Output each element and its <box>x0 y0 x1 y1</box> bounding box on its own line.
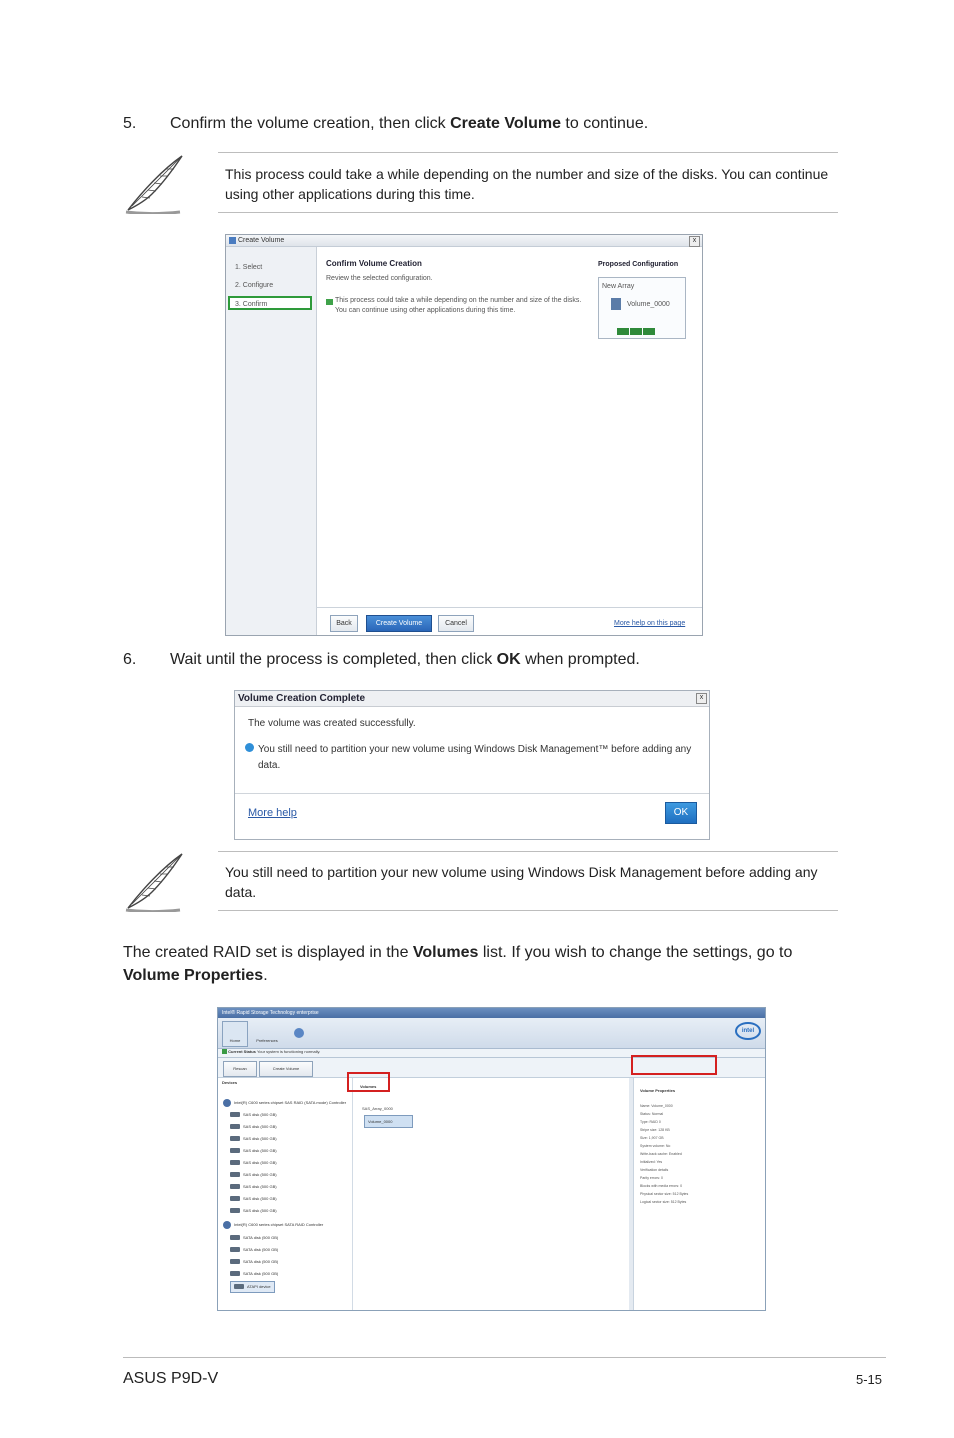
prop-row: Type: RAID 0 <box>640 1120 661 1124</box>
raid-set-paragraph <box>123 941 843 987</box>
note-2-bottom-rule <box>218 910 838 911</box>
prop-row: Parity errors: 0 <box>640 1176 663 1180</box>
devices-label: Devices <box>222 1080 238 1085</box>
back-button[interactable]: Back <box>330 615 358 632</box>
disk-icon <box>230 1112 240 1117</box>
info-icon <box>326 299 333 305</box>
nav-item-configure[interactable]: 2. Configure <box>235 282 274 289</box>
tree-disk[interactable] <box>230 1233 278 1243</box>
ok-button[interactable]: OK <box>665 802 697 824</box>
pane-divider-1 <box>352 1078 353 1310</box>
para-post: . <box>263 967 268 984</box>
pane-divider-2 <box>633 1078 634 1310</box>
step-6-text <box>170 651 640 669</box>
prop-row: Initialized: Yes <box>640 1160 663 1164</box>
disk-icon <box>230 1208 240 1213</box>
proposed-config-title: Proposed Configuration <box>598 261 679 268</box>
confirm-subheading: Review the selected configuration. <box>326 275 433 282</box>
disk-icon <box>230 1172 240 1177</box>
disk-icon <box>230 1259 240 1264</box>
tree-disk[interactable] <box>230 1170 277 1180</box>
disk-icon <box>230 1247 240 1252</box>
info-icon <box>245 743 254 752</box>
success-message: The volume was created successfully. <box>248 718 416 729</box>
confirm-heading: Confirm Volume Creation <box>326 259 422 268</box>
step-5-bold: Create Volume <box>450 115 561 132</box>
feather-note-icon <box>122 152 186 214</box>
disk-icons <box>617 322 657 330</box>
prop-row: Write-back cache: Enabled <box>640 1152 682 1156</box>
help-icon[interactable] <box>294 1028 304 1038</box>
prop-row: Stripe size: 128 KB <box>640 1128 670 1132</box>
disk-icon <box>230 1124 240 1129</box>
prop-row: Logical sector size: 512 Bytes <box>640 1200 687 1204</box>
more-help-link[interactable]: More help on this page <box>614 620 686 627</box>
step-5-pre: Confirm the volume creation, then click <box>170 115 451 132</box>
array-name: SAS_Array_0000 <box>362 1106 393 1111</box>
atapi-label: ATAPI device <box>247 1284 271 1289</box>
para-mid: list. If you wish to change the settings, go to <box>478 944 793 961</box>
confirm-info-text: This process could take a while depending on the number and size of the disks. You can continue using other applications during this time. <box>335 297 582 314</box>
preferences-button[interactable]: Preferences <box>256 1038 278 1043</box>
disk-icon <box>230 1271 240 1276</box>
rst-app-title: Intel® Rapid Storage Technology enterprise <box>218 1008 765 1018</box>
dialog2-divider <box>235 793 709 794</box>
wizard-nav <box>226 247 317 635</box>
tree-disk[interactable] <box>230 1182 277 1192</box>
disk-icon <box>230 1184 240 1189</box>
step-6-bold: OK <box>496 651 521 668</box>
volume-item[interactable]: Volume_0000 <box>364 1115 413 1128</box>
step-5-text <box>170 115 648 133</box>
tree-disk[interactable] <box>230 1269 278 1279</box>
volume-label: Volume_0000 <box>627 301 670 308</box>
tree-disk[interactable] <box>230 1134 277 1144</box>
status-text: Your system is functioning normally. <box>256 1049 321 1054</box>
tree-disk[interactable] <box>230 1206 277 1216</box>
step-6-post: when prompted. <box>520 651 640 668</box>
tree-disk[interactable] <box>230 1245 278 1255</box>
para-pre: The created RAID set is displayed in the <box>123 944 413 961</box>
more-help-link[interactable]: More help <box>248 807 297 819</box>
close-icon[interactable]: x <box>696 693 707 704</box>
step-6-number: 6. <box>123 651 137 668</box>
tree-controller-2[interactable] <box>223 1220 323 1230</box>
volume-properties-list <box>640 1102 756 1206</box>
create-volume-titlebar: Create Volume <box>226 235 702 247</box>
proposed-config-box <box>598 277 686 339</box>
controller-1-label: Intel(R) C600 series chipset SAS RAID (SATA mode) Controller <box>234 1100 347 1105</box>
note-2-text: You still need to partition your new volume using Windows Disk Management before adding any data. <box>225 864 818 900</box>
disk-label: SAS disk (500 GB) <box>243 1172 277 1177</box>
rst-app-window <box>217 1007 766 1311</box>
disk-label: SAS disk (500 GB) <box>243 1208 277 1213</box>
feather-note-icon <box>122 850 186 912</box>
tree-disk[interactable] <box>230 1122 277 1132</box>
tree-disk[interactable] <box>230 1194 277 1204</box>
cancel-button[interactable]: Cancel <box>438 615 474 632</box>
prop-row: Blocks with media errors: 0 <box>640 1184 683 1188</box>
rescan-button[interactable]: Rescan <box>223 1061 257 1077</box>
intel-logo: intel <box>735 1022 761 1040</box>
disk-label: SATA disk (500 GB) <box>243 1247 279 1252</box>
disk-icon <box>230 1136 240 1141</box>
tree-disk[interactable] <box>230 1257 278 1267</box>
disk-label: SAS disk (500 GB) <box>243 1196 277 1201</box>
status-bar <box>222 1049 320 1054</box>
volume-icon <box>611 298 621 310</box>
status-label: Current Status <box>228 1049 256 1054</box>
disk-label: SAS disk (500 GB) <box>243 1124 277 1129</box>
footer-page-number: 5-15 <box>856 1372 883 1387</box>
create-volume-button[interactable]: Create Volume <box>259 1061 313 1077</box>
prop-row: Name: Volume_0000 <box>640 1104 673 1108</box>
para-bold-volumes: Volumes <box>412 944 479 961</box>
array-label: New Array <box>602 283 635 290</box>
step-5-number: 5. <box>123 115 137 132</box>
disk-icon <box>230 1235 240 1240</box>
disk-label: SATA disk (500 GB) <box>243 1259 279 1264</box>
button-bar-divider <box>316 607 702 608</box>
tree-disk[interactable] <box>230 1146 277 1156</box>
nav-item-select[interactable]: 1. Select <box>235 264 263 271</box>
volumes-highlight-box <box>347 1072 390 1092</box>
rst-content <box>218 1077 765 1310</box>
volume-complete-title: Volume Creation Complete <box>235 691 709 707</box>
disk-icon <box>234 1284 244 1289</box>
step-6-pre: Wait until the process is completed, then click <box>170 651 497 668</box>
disk-label: SAS disk (500 GB) <box>243 1184 277 1189</box>
partition-info-text: You still need to partition your new volume using Windows Disk Management™ before adding any data. <box>258 744 692 771</box>
prop-row: Size: 1,907 GB <box>640 1136 664 1140</box>
tree-disk[interactable] <box>230 1110 277 1120</box>
step-5-post: to continue. <box>560 115 649 132</box>
disk-label: SAS disk (500 GB) <box>243 1160 277 1165</box>
disk-label: SATA disk (500 GB) <box>243 1271 279 1276</box>
note-1-bottom-rule <box>218 212 838 213</box>
volume-properties-highlight-box <box>631 1055 717 1075</box>
disk-icon <box>230 1148 240 1153</box>
disk-label: SAS disk (500 GB) <box>243 1148 277 1153</box>
tree-disk[interactable] <box>230 1158 277 1168</box>
footer-rule <box>123 1357 886 1358</box>
volume-complete-dialog <box>234 690 710 840</box>
controller-2-label: Intel(R) C600 series chipset SATA RAID Controller <box>234 1222 324 1227</box>
home-button[interactable]: Home <box>222 1021 248 1047</box>
prop-row: Verification details <box>640 1168 669 1172</box>
close-icon[interactable]: x <box>689 236 700 247</box>
disk-icon <box>230 1196 240 1201</box>
para-bold-volume-properties: Volume Properties <box>123 967 264 984</box>
nav-item-confirm[interactable]: 3. Confirm <box>228 296 312 310</box>
disk-label: SAS disk (500 GB) <box>243 1136 277 1141</box>
disk-label: SATA disk (500 GB) <box>243 1235 279 1240</box>
footer-product: ASUS P9D-V <box>123 1370 219 1387</box>
volumes-label: Volumes <box>360 1084 377 1089</box>
app-icon <box>229 237 236 244</box>
volume-properties-title: Volume Properties <box>640 1088 676 1093</box>
create-volume-button[interactable]: Create Volume <box>366 615 432 632</box>
rst-toolbar <box>218 1018 765 1049</box>
tree-controller-1[interactable] <box>223 1098 346 1108</box>
prop-row: System volume: No <box>640 1144 671 1148</box>
prop-row: Physical sector size: 512 Bytes <box>640 1192 689 1196</box>
prop-row: Status: Normal <box>640 1112 664 1116</box>
note-1-top-rule <box>218 152 838 153</box>
note-2-top-rule <box>218 851 838 852</box>
disk-label: SAS disk (500 GB) <box>243 1112 277 1117</box>
note-1-text: This process could take a while depending on the number and size of the disks. You can continue using other applications during this time. <box>225 166 829 202</box>
disk-icon <box>230 1160 240 1165</box>
create-volume-dialog <box>225 234 703 636</box>
tree-atapi[interactable] <box>230 1281 275 1293</box>
